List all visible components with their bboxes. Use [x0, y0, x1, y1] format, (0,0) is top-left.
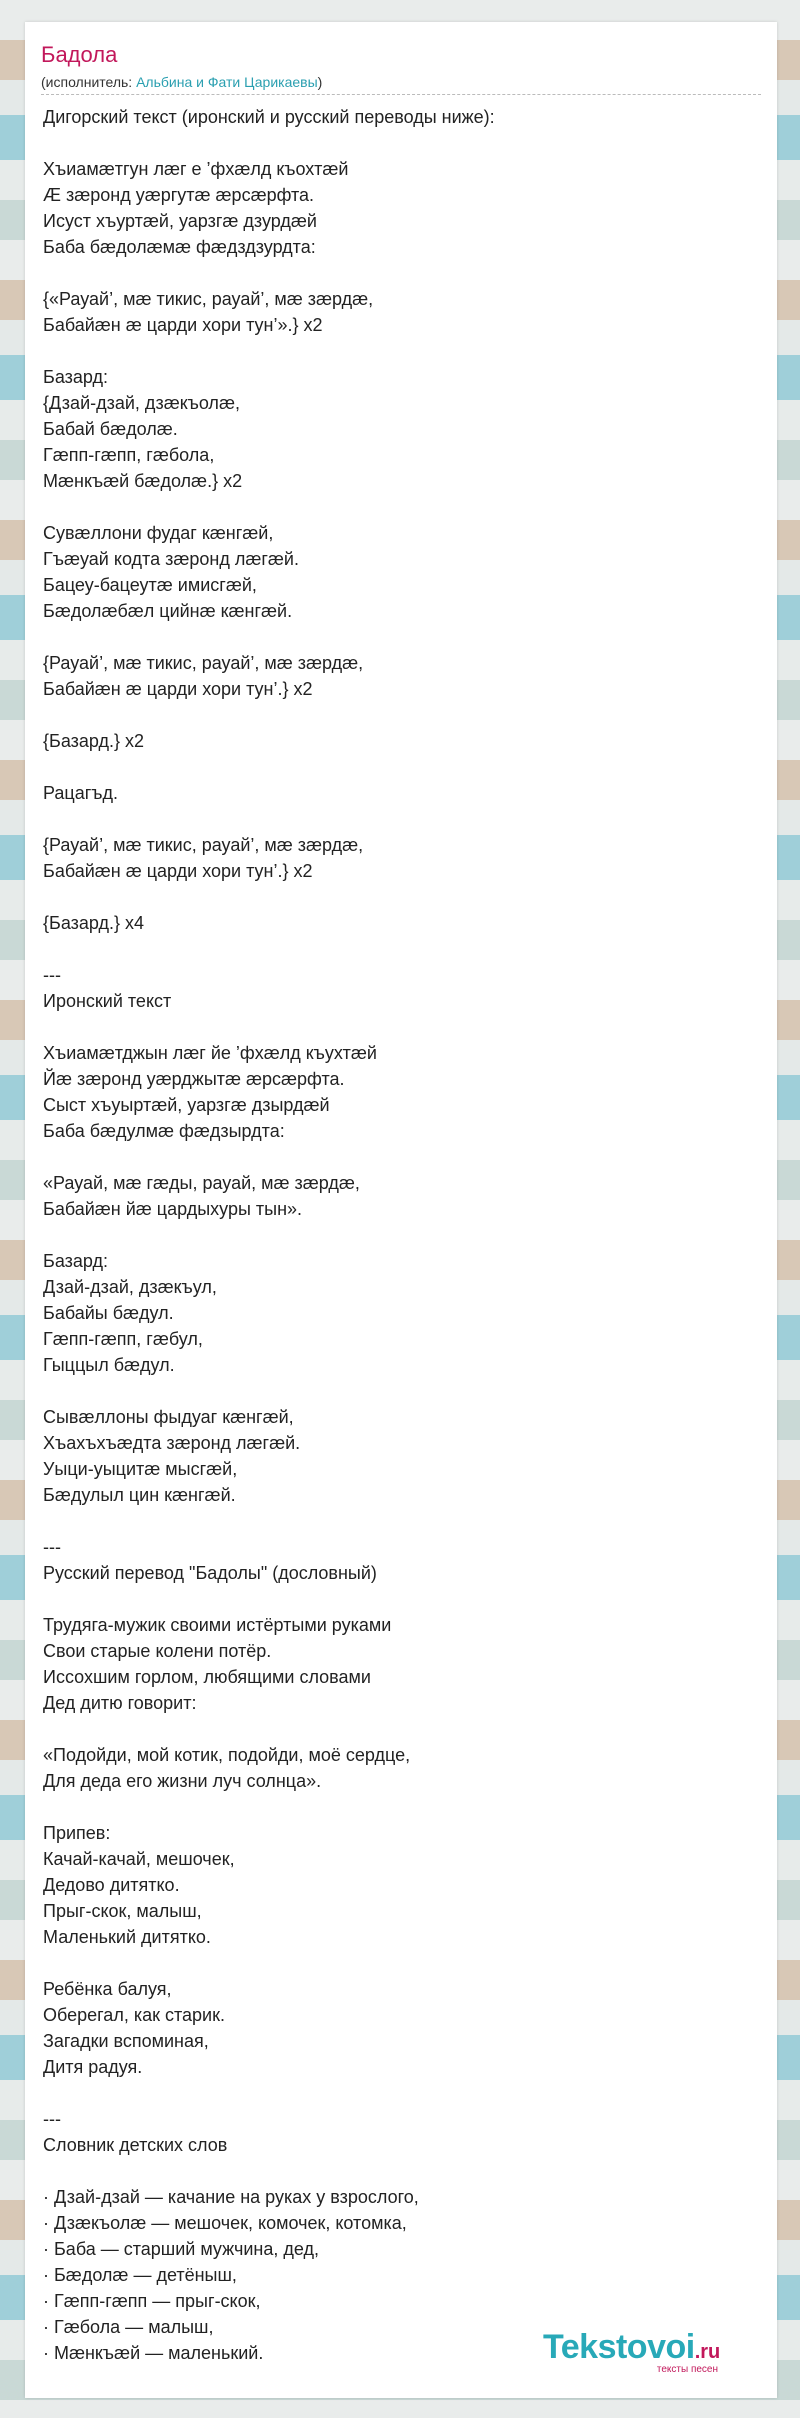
lyrics-text: Дигорский текст (иронский и русский переводы ниже): Хъиамæтгун лæг е ’фхæлд къохтæй Æ зæронд уæргутæ æрсæрфта. Исуст хъуртæй, уарзгæ дзурдæй Баба бæдолæмæ фæдздзурдта: {«Рауай’, мæ тикис, рауай’, мæ зæрдæ, Бабайæн æ царди хори тун’».} x2 Базард: {Дзай-дзай, дзæкъолæ, Бабай бæдолæ. Гæпп-гæпп, гæбола, Мæнкъæй бæдолæ.} x2 Сувæллони фудаг кæнгæй, Гъæуай кодта зæронд лæгæй. Бацеу-бацеутæ имисгæй, Бæдолæбæл цийнæ кæнгæй. {Рауай’, мæ тикис, рауай’, мæ зæрдæ, Бабайæн æ царди хори тун’.} x2 {Базард.} x2 Рацагъд. {Рауай’, мæ тикис, рауай’, мæ зæрдæ, Бабайæн æ царди хори тун’.} x2 {Базард.} x4 --- Иронский текст Хъиамæтджын лæг йе ’фхæлд къухтæй Йæ зæронд уæрджытæ æрсæрфта. Сыст хъуыртæй, уарзгæ дзырдæй Баба бæдулмæ фæдзырдта: «Рауай, мæ гæды, рауай, мæ зæрдæ, Бабайæн йæ цардыхуры тын». Базард: Дзай-дзай, дзæкъул, Бабайы бæдул. Гæпп-гæпп, гæбул, Гыццыл бæдул. Сывæллоны фыдуаг кæнгæй, Хъахъхъæдта зæронд лæгæй. Уыци-уыцитæ мысгæй, Бæдулыл цин кæнгæй. --- Русский перевод "Бадолы" (дословный) Трудяга-мужик своими истёртыми руками Свои старые колени потёр. Иссохшим горлом, любящими словами Дед дитю говорит: «Подойди, мой котик, подойди, моё сердце, Для деда его жизни луч солнца». Припев: Качай-качай, мешочек, Дедово дитятко. Прыг-скок, малыш, Маленький дитятко. Ребёнка балуя, Оберегал, как старик. Загадки вспоминая, Дитя радуя. --- Словник детских слов · Дзай-дзай — качание на руках у взрослого, · Дзæкъолæ — мешочек, комочек, котомка, · Баба — старший мужчина, дед, · Бæдолæ — детёныш, · Гæпп-гæпп — прыг-скок, · Гæбола — малыш, · Мæнкъæй — маленький.: [43, 107, 495, 2363]
site-logo[interactable]: [543, 2328, 773, 2380]
title-divider: [41, 94, 761, 95]
page-title: Бадола: [41, 42, 118, 67]
performer-prefix: (исполнитель:: [41, 74, 137, 90]
logo-main-text: Tekstovoi: [543, 2328, 695, 2366]
logo-tagline: тексты песен: [656, 2364, 718, 2375]
lyrics-card: [25, 22, 777, 2398]
logo-tld-text: .ru: [694, 2341, 721, 2363]
artist-link[interactable]: Альбина и Фати Царикаевы: [136, 74, 318, 90]
performer-line: [41, 74, 322, 90]
performer-suffix: ): [317, 74, 323, 90]
